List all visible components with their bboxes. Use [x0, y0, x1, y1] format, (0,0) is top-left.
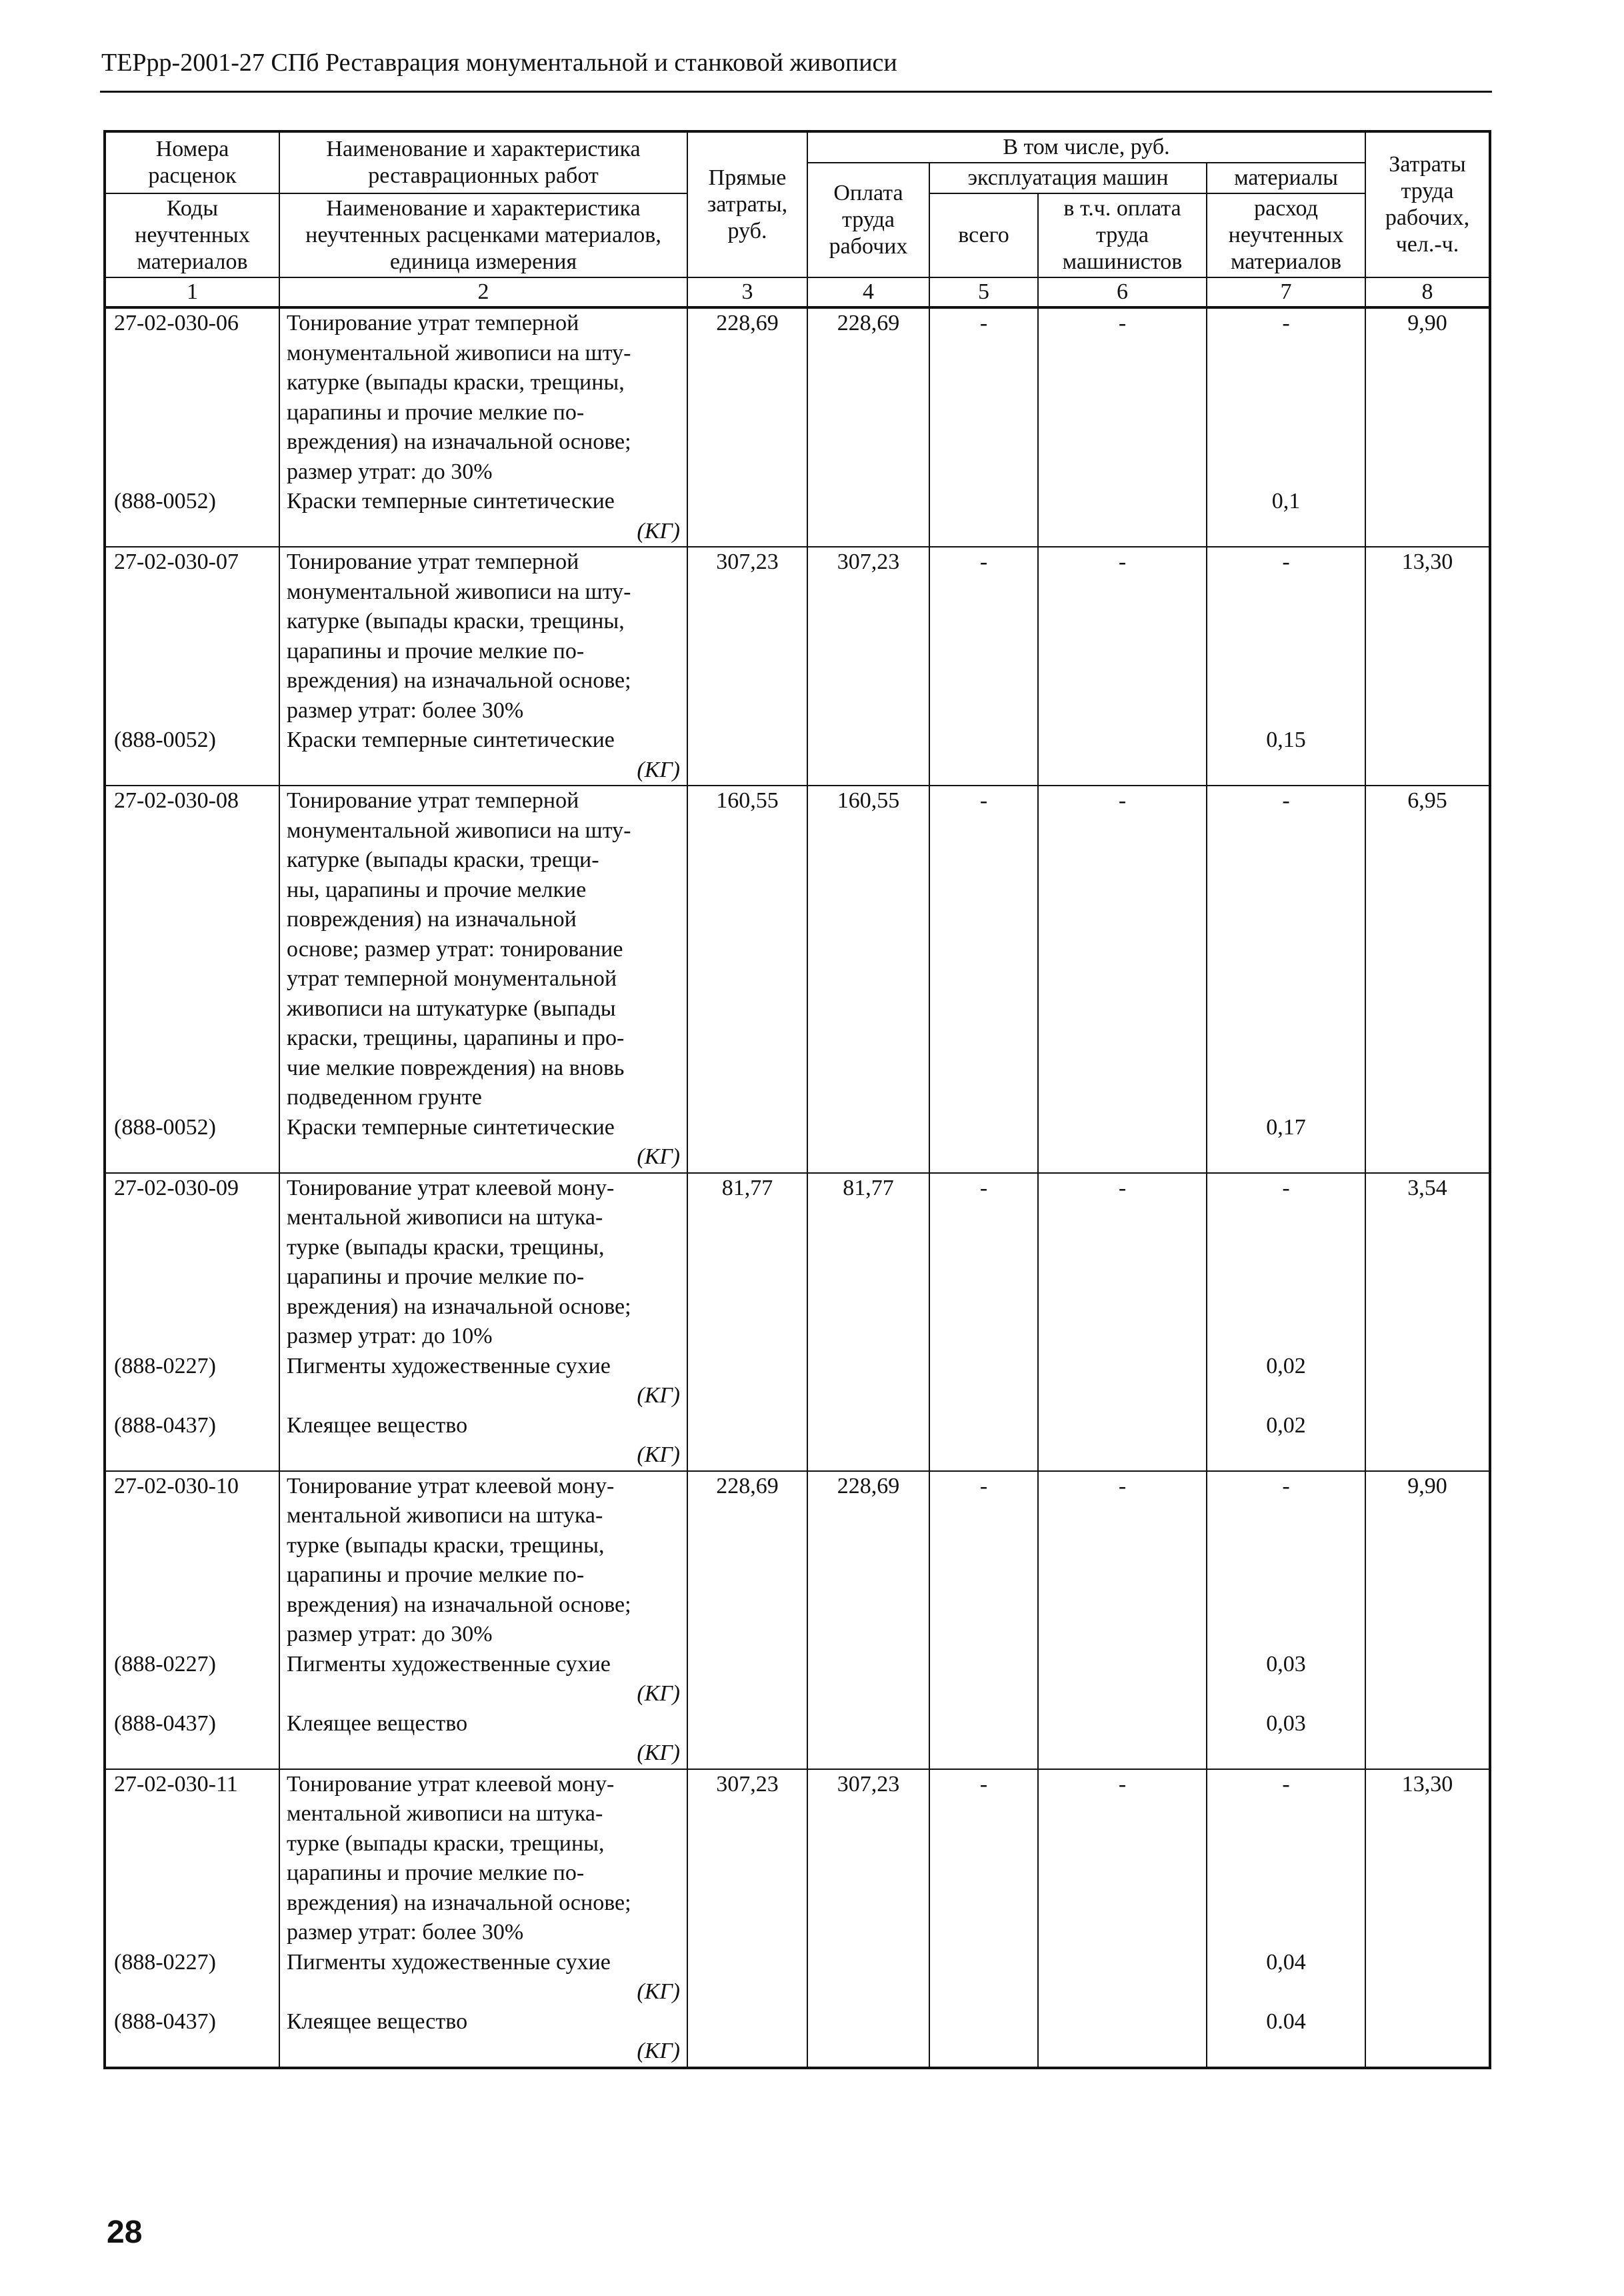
- labor-hours-text: 9,90: [1407, 1473, 1447, 1498]
- column-number-7: 7: [1207, 277, 1365, 307]
- column-numbers-row: [105, 277, 1490, 307]
- rate-code-cell: [105, 786, 279, 1173]
- work-name-line: ментальной живописи на штука-: [287, 1503, 603, 1528]
- table-row: [105, 307, 1490, 547]
- labor-hours-text: 13,30: [1401, 1771, 1453, 1797]
- material-qty: 0,03: [1266, 1651, 1306, 1676]
- material-name: Краски темперные синтетические: [287, 1114, 615, 1140]
- work-name-line: вреждения) на изначальной основе;: [287, 1294, 631, 1319]
- work-name-line: Тонирование утрат клеевой мону-: [287, 1771, 615, 1797]
- work-name-line: вреждения) на изначальной основе;: [287, 668, 631, 693]
- work-name-line: Тонирование утрат клеевой мону-: [287, 1175, 615, 1200]
- work-name-line: катурке (выпады краски, трещины,: [287, 370, 625, 395]
- header-material-codes: Коды неучтенных материалов: [105, 193, 279, 277]
- machine-total-value: [929, 1173, 1038, 1471]
- machine-total-value-text: -: [979, 1175, 988, 1200]
- material-name: Клеящее вещество: [287, 1412, 468, 1438]
- work-name-cell: [279, 307, 687, 547]
- work-name-line: монументальной живописи на шту-: [287, 818, 631, 843]
- machine-total-value-text: -: [979, 311, 988, 335]
- materials-cell: [1207, 786, 1365, 1173]
- material-code: (888-0227): [114, 1353, 216, 1378]
- material-name: Краски темперные синтетические: [287, 728, 615, 752]
- work-name-line: монументальной живописи на шту-: [287, 340, 631, 365]
- work-name-line: утрат темперной монументальной: [287, 966, 617, 991]
- work-name-line: царапины и прочие мелкие по-: [287, 1861, 585, 1885]
- machine-labor-value: [1038, 786, 1207, 1173]
- rate-code: 27-02-030-07: [114, 549, 239, 574]
- labor-hours-value: [1365, 1471, 1490, 1769]
- labor-hours-text: 6,95: [1407, 788, 1447, 813]
- table-row: [105, 1173, 1490, 1471]
- machine-total-value-text: -: [979, 1473, 988, 1498]
- direct-costs-value: [687, 1173, 807, 1471]
- machine-labor-value: [1038, 1173, 1207, 1471]
- material-qty: 0,04: [1266, 1949, 1306, 1975]
- column-number-6: 6: [1038, 277, 1207, 307]
- direct-costs-value: [687, 307, 807, 547]
- material-name: Клеящее вещество: [287, 2009, 468, 2034]
- labor-hours-value: [1365, 1769, 1490, 2068]
- header-including: В том числе, руб.: [807, 131, 1365, 163]
- work-name-line: размер утрат: до 10%: [287, 1324, 493, 1348]
- labor-hours-value: [1365, 786, 1490, 1173]
- labor-hours-value: [1365, 307, 1490, 547]
- labor-pay-value-text: 228,69: [837, 1473, 900, 1498]
- work-name-line: царапины и прочие мелкие по-: [287, 399, 585, 425]
- direct-costs-value-text: 228,69: [716, 311, 779, 335]
- header-machine-ops: эксплуатация машин: [929, 163, 1207, 193]
- work-name-line: турке (выпады краски, трещины,: [287, 1532, 605, 1558]
- column-number-2: 2: [279, 277, 687, 307]
- material-unit: (КГ): [637, 1442, 680, 1467]
- material-unit: (КГ): [637, 1383, 680, 1408]
- material-code: (888-0227): [114, 1651, 216, 1676]
- rates-table-container: [103, 130, 1491, 2069]
- table-row: [105, 786, 1490, 1173]
- header-rule: [100, 91, 1492, 93]
- rate-code: 27-02-030-08: [114, 788, 239, 813]
- machine-total-value-text: -: [979, 1771, 988, 1797]
- header-materials: материалы: [1207, 163, 1365, 193]
- labor-pay-value: [807, 786, 929, 1173]
- rate-code-cell: [105, 1471, 279, 1769]
- material-code: (888-0052): [114, 489, 216, 513]
- material-qty: 0,15: [1266, 728, 1306, 752]
- work-name-line: краски, трещины, царапины и про-: [287, 1026, 625, 1050]
- direct-costs-value: [687, 786, 807, 1173]
- work-name-line: Тонирование утрат клеевой мону-: [287, 1473, 615, 1498]
- work-name-line: повреждения) на изначальной: [287, 907, 577, 932]
- rate-code-cell: [105, 1769, 279, 2068]
- material-unit: (КГ): [637, 2039, 680, 2063]
- materials-cell: [1207, 1471, 1365, 1769]
- column-number-1: 1: [105, 277, 279, 307]
- work-name-line: монументальной живописи на шту-: [287, 579, 631, 604]
- materials-value: -: [1282, 788, 1290, 813]
- labor-hours-text: 3,54: [1407, 1175, 1447, 1200]
- material-unit: (КГ): [637, 757, 680, 782]
- machine-labor-value: [1038, 1769, 1207, 2068]
- rates-table: [103, 130, 1491, 2069]
- work-name-line: чие мелкие повреждения) на вновь: [287, 1055, 625, 1080]
- table-row: [105, 1769, 1490, 2068]
- work-name-line: царапины и прочие мелкие по-: [287, 1562, 585, 1587]
- material-unit: (КГ): [637, 1681, 680, 1706]
- work-name-line: катурке (выпады краски, трещи-: [287, 848, 599, 872]
- materials-value: -: [1282, 1473, 1290, 1498]
- labor-pay-value: [807, 307, 929, 547]
- work-name-line: Тонирование утрат темперной: [287, 549, 579, 574]
- work-name-line: размер утрат: более 30%: [287, 1920, 524, 1945]
- material-qty: 0.04: [1266, 2009, 1306, 2034]
- column-number-3: 3: [687, 277, 807, 307]
- work-name-line: ментальной живописи на штука-: [287, 1801, 603, 1826]
- machine-total-value: [929, 307, 1038, 547]
- page-number: 28: [107, 2215, 143, 2250]
- direct-costs-value: [687, 547, 807, 786]
- work-name-line: живописи на штукатурке (выпады: [287, 996, 616, 1021]
- page-header-title: ТЕРрр-2001-27 СПб Реставрация монументальной и станковой живописи: [101, 49, 897, 77]
- machine-labor-value-text: -: [1118, 1473, 1127, 1498]
- material-qty: 0,1: [1271, 489, 1301, 513]
- column-number-8: 8: [1365, 277, 1490, 307]
- materials-value: -: [1282, 1771, 1290, 1797]
- material-unit: (КГ): [637, 518, 680, 543]
- machine-labor-value: [1038, 547, 1207, 786]
- work-name-line: царапины и прочие мелкие по-: [287, 1264, 585, 1289]
- work-name-line: размер утрат: более 30%: [287, 698, 524, 723]
- rate-code-cell: [105, 1173, 279, 1471]
- material-name: Пигменты художественные сухие: [287, 1949, 611, 1975]
- machine-labor-value-text: -: [1118, 788, 1127, 813]
- machine-total-value-text: -: [979, 549, 988, 574]
- work-name-line: размер утрат: до 30%: [287, 459, 493, 484]
- work-name-line: турке (выпады краски, трещины,: [287, 1234, 605, 1260]
- machine-labor-value: [1038, 307, 1207, 547]
- work-name-line: вреждения) на изначальной основе;: [287, 1890, 631, 1915]
- work-name-line: ментальной живописи на штука-: [287, 1205, 603, 1230]
- material-name: Клеящее вещество: [287, 1710, 468, 1736]
- work-name-cell: [279, 547, 687, 786]
- work-name-line: ны, царапины и прочие мелкие: [287, 877, 587, 902]
- material-code: (888-0227): [114, 1949, 216, 1975]
- machine-labor-value: [1038, 1471, 1207, 1769]
- materials-value: -: [1282, 549, 1290, 574]
- work-name-line: царапины и прочие мелкие по-: [287, 638, 585, 664]
- work-name-line: вреждения) на изначальной основе;: [287, 429, 631, 454]
- work-name-line: катурке (выпады краски, трещины,: [287, 609, 625, 634]
- work-name-line: Тонирование утрат темперной: [287, 311, 579, 335]
- rate-code-cell: [105, 307, 279, 547]
- table-row: [105, 547, 1490, 786]
- direct-costs-value: [687, 1769, 807, 2068]
- direct-costs-value-text: 81,77: [721, 1175, 773, 1200]
- header-rate-numbers: Номера расценок: [105, 131, 279, 193]
- material-code: (888-0437): [114, 1710, 216, 1736]
- labor-pay-value: [807, 547, 929, 786]
- header-labor-pay: Оплата труда рабочих: [807, 163, 929, 277]
- table-header: [105, 131, 1490, 307]
- labor-pay-value-text: 307,23: [837, 549, 900, 574]
- labor-pay-value-text: 307,23: [837, 1771, 900, 1797]
- labor-hours-value: [1365, 547, 1490, 786]
- work-name-line: турке (выпады краски, трещины,: [287, 1831, 605, 1856]
- labor-pay-value-text: 160,55: [837, 788, 900, 813]
- machine-labor-value-text: -: [1118, 549, 1127, 574]
- machine-labor-value-text: -: [1118, 1175, 1127, 1200]
- column-number-5: 5: [929, 277, 1038, 307]
- material-qty: 0,02: [1266, 1412, 1306, 1438]
- machine-labor-value-text: -: [1118, 1771, 1127, 1797]
- rate-code: 27-02-030-11: [114, 1771, 238, 1797]
- direct-costs-value-text: 160,55: [716, 788, 779, 813]
- direct-costs-value: [687, 1471, 807, 1769]
- labor-pay-value: [807, 1769, 929, 2068]
- materials-cell: [1207, 1173, 1365, 1471]
- material-code: (888-0052): [114, 728, 216, 752]
- header-machine-labor: в т.ч. оплата труда машинистов: [1038, 193, 1207, 277]
- material-code: (888-0437): [114, 2009, 216, 2034]
- material-code: (888-0437): [114, 1412, 216, 1438]
- rate-code: 27-02-030-10: [114, 1473, 239, 1498]
- labor-pay-value-text: 228,69: [837, 311, 900, 335]
- materials-cell: [1207, 307, 1365, 547]
- table-row: [105, 1471, 1490, 1769]
- material-code: (888-0052): [114, 1114, 216, 1140]
- header-machine-total: всего: [929, 193, 1038, 277]
- rate-code: 27-02-030-09: [114, 1175, 239, 1200]
- material-name: Пигменты художественные сухие: [287, 1353, 611, 1378]
- material-qty: 0,17: [1266, 1114, 1306, 1140]
- header-material-name: Наименование и характеристика неучтенных расценками материалов, единица измерения: [279, 193, 687, 277]
- rate-code-cell: [105, 547, 279, 786]
- labor-hours-text: 13,30: [1401, 549, 1453, 574]
- labor-hours-value: [1365, 1173, 1490, 1471]
- direct-costs-value-text: 307,23: [716, 1771, 779, 1797]
- machine-total-value: [929, 1769, 1038, 2068]
- work-name-line: Тонирование утрат темперной: [287, 788, 579, 813]
- material-name: Краски темперные синтетические: [287, 489, 615, 513]
- header-materials-usage: расход неучтенных материалов: [1207, 193, 1365, 277]
- machine-total-value: [929, 1471, 1038, 1769]
- material-unit: (КГ): [637, 1741, 680, 1765]
- header-direct-costs: Прямые затраты, руб.: [687, 131, 807, 277]
- machine-total-value: [929, 547, 1038, 786]
- direct-costs-value-text: 228,69: [716, 1473, 779, 1498]
- material-name: Пигменты художественные сухие: [287, 1651, 611, 1676]
- work-name-line: вреждения) на изначальной основе;: [287, 1592, 631, 1617]
- materials-value: -: [1282, 1175, 1290, 1200]
- header-labor-costs: Затраты труда рабочих, чел.-ч.: [1365, 131, 1490, 277]
- material-qty: 0,03: [1266, 1710, 1306, 1736]
- work-name-line: размер утрат: до 30%: [287, 1622, 493, 1646]
- column-number-4: 4: [807, 277, 929, 307]
- machine-labor-value-text: -: [1118, 311, 1127, 335]
- labor-pay-value-text: 81,77: [843, 1175, 894, 1200]
- table-body: [105, 307, 1490, 2068]
- work-name-line: подведенном грунте: [287, 1085, 482, 1110]
- material-unit: (КГ): [637, 1144, 680, 1169]
- work-name-cell: [279, 1471, 687, 1769]
- labor-pay-value: [807, 1471, 929, 1769]
- materials-cell: [1207, 547, 1365, 786]
- header-work-name: Наименование и характеристика реставрационных работ: [279, 131, 687, 193]
- materials-value: -: [1282, 311, 1290, 335]
- work-name-cell: [279, 786, 687, 1173]
- machine-total-value: [929, 786, 1038, 1173]
- labor-hours-text: 9,90: [1407, 311, 1447, 335]
- work-name-cell: [279, 1173, 687, 1471]
- materials-cell: [1207, 1769, 1365, 2068]
- work-name-line: основе; размер утрат: тонирование: [287, 936, 623, 962]
- machine-total-value-text: -: [979, 788, 988, 813]
- material-unit: (КГ): [637, 1979, 680, 2004]
- direct-costs-value-text: 307,23: [716, 549, 779, 574]
- labor-pay-value: [807, 1173, 929, 1471]
- work-name-cell: [279, 1769, 687, 2068]
- rate-code: 27-02-030-06: [114, 311, 239, 335]
- material-qty: 0,02: [1266, 1353, 1306, 1378]
